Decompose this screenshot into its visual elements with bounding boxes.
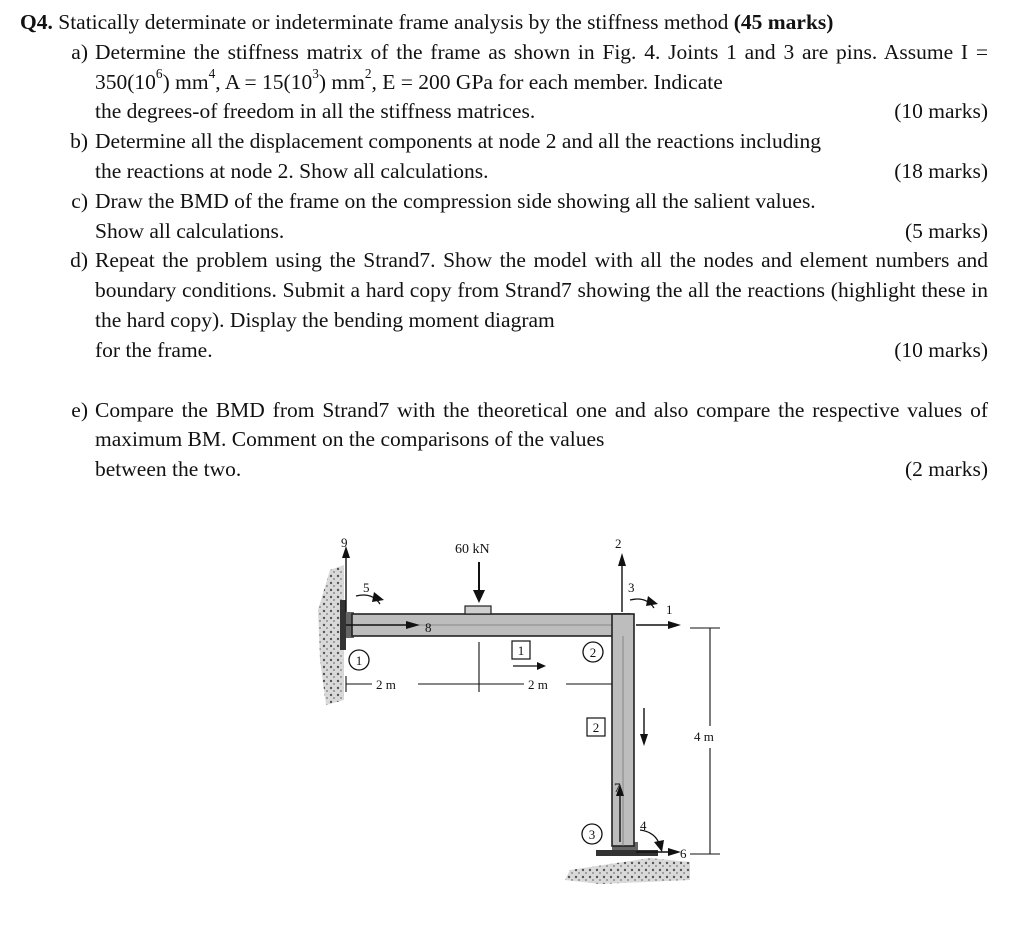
question-total-marks: (45 marks) — [733, 10, 834, 34]
part-a-label: a) — [71, 39, 88, 64]
part-c-marks: (5 marks) — [905, 218, 988, 243]
dof-5-label: 5 — [363, 580, 370, 595]
part-c-label: c) — [71, 188, 88, 213]
part-e-marks: (2 marks) — [905, 457, 988, 482]
span-right-label: 2 m — [528, 677, 548, 692]
part-c-last-line: Show all calculations. — [95, 218, 285, 243]
height-label: 4 m — [694, 729, 714, 744]
part-a-last-line: the degrees-of freedom in all the stiffness matrices. — [95, 99, 536, 124]
part-e-label: e) — [71, 397, 88, 422]
part-e-text: Compare the BMD from Strand7 with the theoretical one and also compare the respective values of maximum BM. Comment on the comparisons of the values — [95, 397, 988, 452]
dof-4-label: 4 — [640, 818, 647, 833]
part-d-marks: (10 marks) — [894, 337, 988, 362]
part-b-text: Determine all the displacement components at node 2 and all the reactions including — [95, 129, 821, 154]
column-member — [612, 614, 634, 846]
part-d-text: Repeat the problem using the Strand7. Show the model with all the nodes and element numbers and boundary conditions. Submit a hard copy from Strand7 showing the all the reactions (highlight these in the hard copy). Display the bending moment diagram — [95, 248, 988, 332]
dof-9-label: 9 — [341, 535, 348, 550]
part-c-text: Draw the BMD of the frame on the compression side showing all the salient values. — [95, 188, 816, 213]
part-d-label: d) — [70, 248, 88, 273]
part-b-last-line: the reactions at node 2. Show all calculations. — [95, 158, 489, 183]
dof-8-label: 8 — [425, 620, 432, 635]
element-1-label: 1 — [517, 643, 525, 658]
dof-2-label: 2 — [615, 536, 622, 551]
dof-7-label: 7 — [614, 780, 621, 795]
dof-6-label: 6 — [680, 846, 687, 861]
part-b-marks: (18 marks) — [894, 158, 988, 183]
part-a-marks: (10 marks) — [894, 99, 988, 124]
node-2-label: 2 — [589, 645, 597, 660]
question-number: Q4. — [20, 10, 53, 34]
part-d-last-line: for the frame. — [95, 337, 213, 362]
question-title: Statically determinate or indeterminate frame analysis by the stiffness method — [52, 10, 734, 34]
dof-1-label: 1 — [666, 602, 673, 617]
dof-3-label: 3 — [628, 580, 635, 595]
node-3-label: 3 — [588, 827, 596, 842]
ground-support — [565, 842, 690, 884]
load-arrow — [465, 562, 491, 614]
part-e-last-line: between the two. — [95, 457, 242, 482]
part-b-label: b) — [70, 129, 88, 154]
load-label: 60 kN — [455, 542, 490, 557]
span-left-label: 2 m — [376, 677, 396, 692]
part-a-text: Determine the stiffness matrix of the frame as shown in Fig. 4. Joints 1 and 3 are pins. Assume $I = 350(10^6)$ $mm^4$, $A = 15(10^3)$ $mm^2$, E = 200 GPa for each member. Indicate — [95, 39, 988, 94]
node-1-label: 1 — [355, 653, 363, 668]
element-2-label: 2 — [592, 720, 600, 735]
